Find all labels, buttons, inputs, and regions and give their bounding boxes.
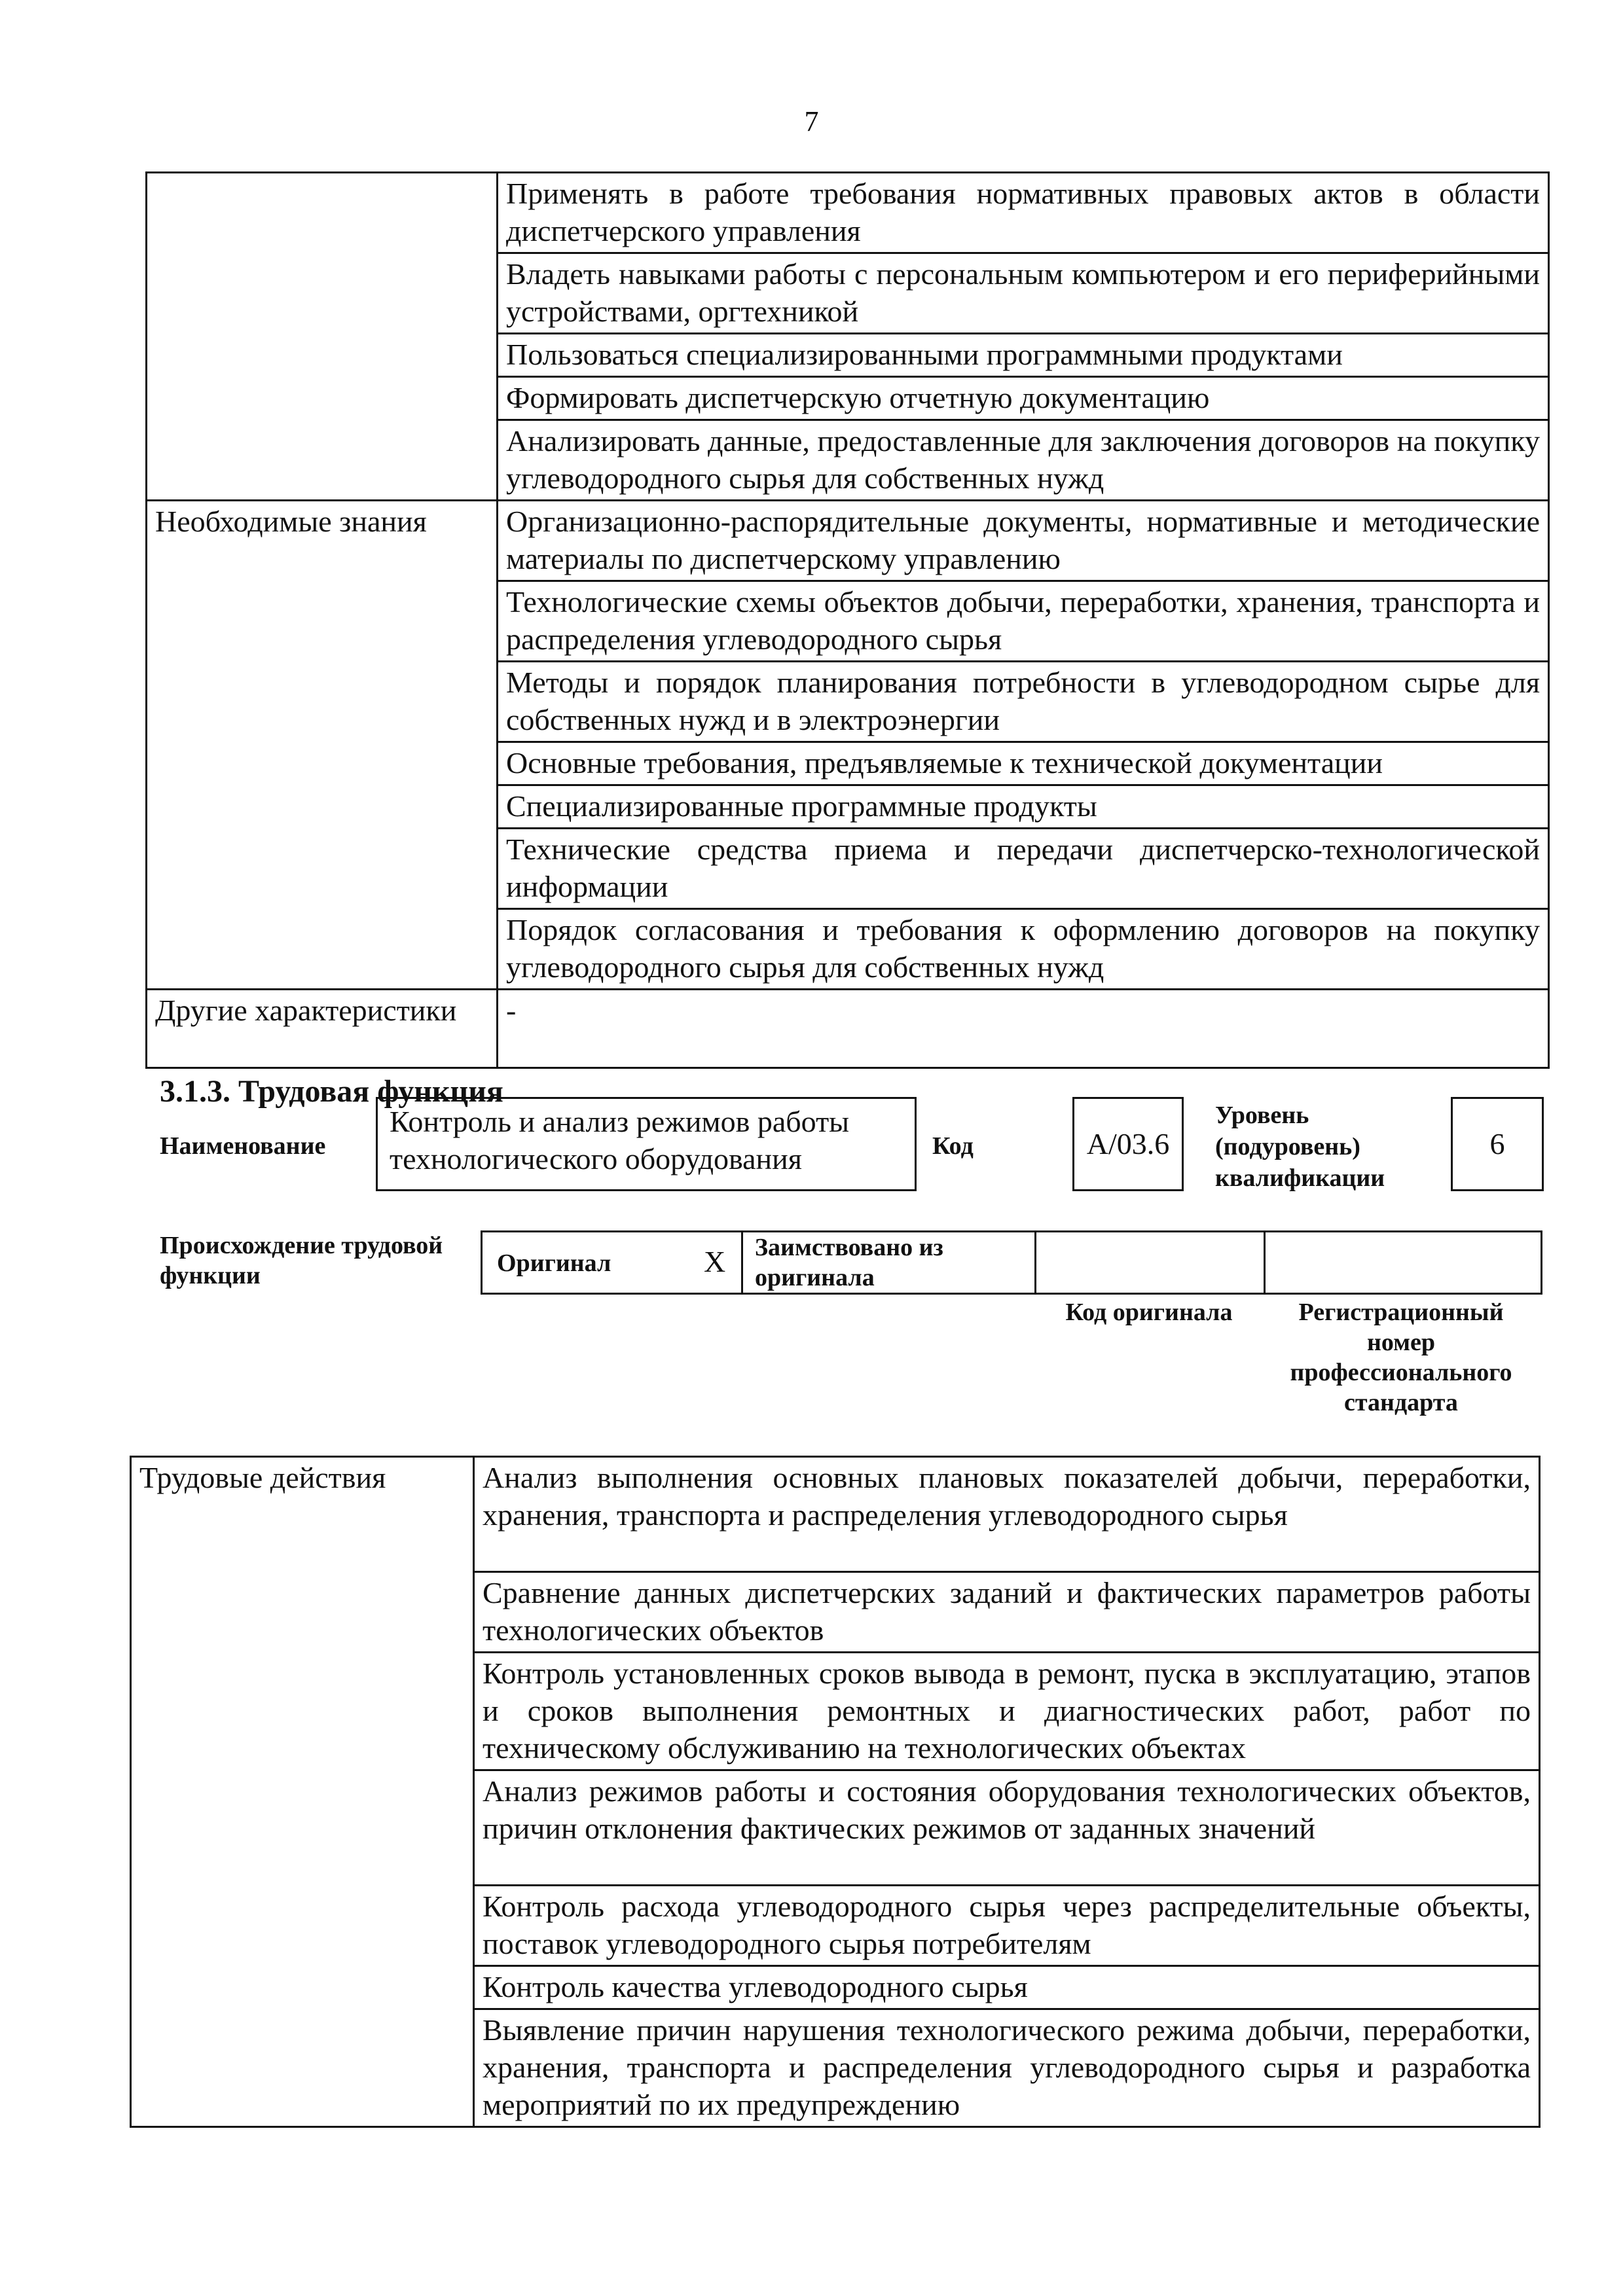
other-value: -: [498, 990, 1549, 1068]
original-label: Оригинал: [497, 1249, 611, 1277]
action-row: Сравнение данных диспетчерских заданий и фактических параметров работы технологических объектов: [474, 1572, 1540, 1653]
skill-row: Пользоваться специализированными программными продуктами: [498, 334, 1549, 377]
action-row: Контроль расхода углеводородного сырья через распределительные объекты, поставок углеводородного сырья потребителям: [474, 1886, 1540, 1966]
original-mark: X: [704, 1245, 726, 1278]
code-label: Код: [932, 1132, 974, 1160]
borrowed-label: Заимствовано из оригинала: [748, 1232, 1036, 1293]
knowledge-row: Технические средства приема и передачи диспетчерско-технологической информации: [498, 829, 1549, 909]
function-name-box: Контроль и анализ режимов работы технологического оборудования: [376, 1097, 917, 1191]
skill-row: Применять в работе требования нормативных правовых актов в области диспетчерского управления: [498, 173, 1549, 253]
code-caption: Код оригинала: [1065, 1299, 1233, 1326]
knowledge-row: Основные требования, предъявляемые к технической документации: [498, 742, 1549, 785]
code-box: A/03.6: [1072, 1097, 1184, 1191]
knowledge-row: Специализированные программные продукты: [498, 785, 1549, 829]
knowledge-skills-table: [145, 171, 1550, 1069]
name-label: Наименование: [160, 1132, 326, 1160]
other-label: Другие характеристики: [147, 990, 498, 1068]
skill-row: Формировать диспетчерскую отчетную документацию: [498, 377, 1549, 420]
level-label: Уровень (подуровень) квалификации: [1215, 1102, 1385, 1192]
action-row: Контроль установленных сроков вывода в ремонт, пуска в эксплуатацию, этапов и сроков выполнения ремонтных и диагностических работ, работ по техническому обслуживанию на технологических объектах: [474, 1653, 1540, 1770]
action-row: Контроль качества углеводородного сырья: [474, 1966, 1540, 2009]
knowledge-row: Методы и порядок планирования потребности в углеводородном сырье для собственных нужд и в электроэнергии: [498, 662, 1549, 742]
action-row: Выявление причин нарушения технологического режима добычи, переработки, хранения, транспорта и распределения углеводородного сырья и разработка мероприятий по их предупреждению: [474, 2009, 1540, 2127]
skill-row: Анализировать данные, предоставленные для заключения договоров на покупку углеводородного сырья для собственных нужд: [498, 420, 1549, 501]
knowledge-row: Порядок согласования и требования к оформлению договоров на покупку углеводородного сырья для собственных нужд: [498, 909, 1549, 990]
knowledge-label: Необходимые знания: [147, 501, 498, 990]
original-cell: [483, 1232, 743, 1293]
skill-row: Владеть навыками работы с персональным компьютером и его периферийными устройствами, оргтехникой: [498, 253, 1549, 334]
knowledge-row: Организационно-распорядительные документы, нормативные и методические материалы по диспетчерскому управлению: [498, 501, 1549, 581]
page-number: 7: [804, 105, 819, 137]
skills-label-cell: [147, 173, 498, 501]
labor-actions-table: [130, 1456, 1541, 2128]
actions-label: Трудовые действия: [131, 1457, 474, 2127]
origin-label: Происхождение трудовой функции: [160, 1232, 443, 1289]
reg-caption: Регистрационный номер профессионального стандарта: [1290, 1299, 1512, 1416]
knowledge-row: Технологические схемы объектов добычи, переработки, хранения, транспорта и распределения углеводородного сырья: [498, 581, 1549, 662]
original-code-cell: [1036, 1232, 1266, 1293]
level-box: 6: [1451, 1097, 1544, 1191]
action-row: Анализ режимов работы и состояния оборудования технологических объектов, причин отклонения фактических режимов от заданных значений: [474, 1770, 1540, 1886]
origin-row-box: [481, 1230, 1542, 1295]
section-heading: 3.1.3. Трудовая функция: [160, 1074, 503, 1109]
registration-number-cell: [1266, 1232, 1541, 1293]
action-row: Анализ выполнения основных плановых показателей добычи, переработки, хранения, транспорта и распределения углеводородного сырья: [474, 1457, 1540, 1572]
